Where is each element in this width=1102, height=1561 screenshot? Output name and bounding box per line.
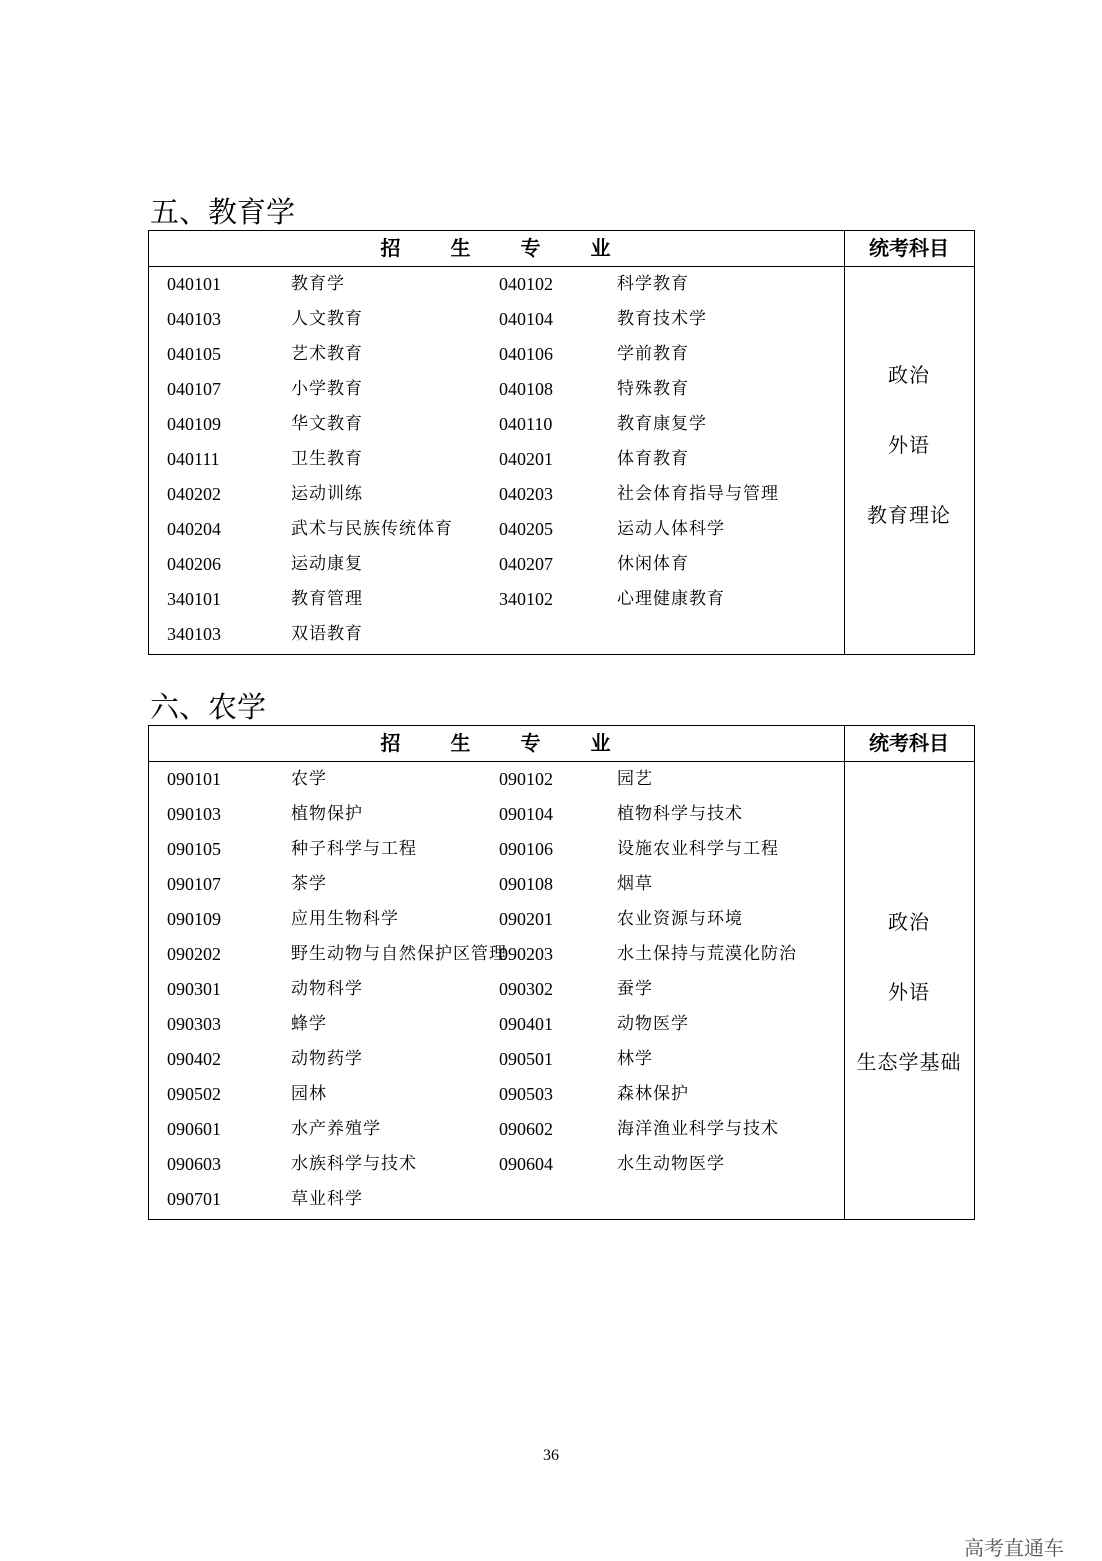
table-row <box>149 762 844 797</box>
major-name: 学前教育 <box>617 344 689 364</box>
major-code: 090106 <box>499 839 553 859</box>
header-char: 生 <box>450 731 473 755</box>
table-row <box>149 477 844 512</box>
major-name: 蚕学 <box>617 979 653 999</box>
table-row <box>149 302 844 337</box>
major-code: 090104 <box>499 804 553 824</box>
table-row <box>149 832 844 867</box>
major-name: 休闲体育 <box>617 554 689 574</box>
major-code: 090102 <box>499 769 553 789</box>
major-code: 040105 <box>167 344 221 364</box>
major-name: 体育教育 <box>617 449 689 469</box>
major-code: 090402 <box>167 1049 221 1069</box>
table-row <box>149 442 844 477</box>
major-name: 植物科学与技术 <box>617 804 743 824</box>
major-name: 园林 <box>291 1084 327 1104</box>
table-row <box>149 1077 844 1112</box>
major-code: 040102 <box>499 274 553 294</box>
table-row <box>149 1042 844 1077</box>
major-name: 武术与民族传统体育 <box>291 519 453 539</box>
table-row <box>149 902 844 937</box>
major-name: 人文教育 <box>291 309 363 329</box>
major-code: 040205 <box>499 519 553 539</box>
major-name: 应用生物科学 <box>291 909 399 929</box>
major-name: 水生动物医学 <box>617 1154 725 1174</box>
major-name: 林学 <box>617 1049 653 1069</box>
page-number: 36 <box>543 1447 559 1464</box>
major-name: 水土保持与荒漠化防治 <box>617 944 797 964</box>
table-row <box>149 407 844 442</box>
major-name: 种子科学与工程 <box>291 839 417 859</box>
header-char: 专 <box>520 731 543 755</box>
major-name: 运动训练 <box>291 484 363 504</box>
major-code: 090701 <box>167 1189 221 1209</box>
major-code: 090303 <box>167 1014 221 1034</box>
table-row <box>149 1007 844 1042</box>
table-row <box>149 267 844 302</box>
table-row <box>149 972 844 1007</box>
table-row <box>149 337 844 372</box>
header-char: 招 <box>380 236 403 260</box>
major-name: 动物科学 <box>291 979 363 999</box>
table-row <box>149 617 844 652</box>
major-code: 090503 <box>499 1084 553 1104</box>
major-code: 090502 <box>167 1084 221 1104</box>
subject-item: 外语 <box>888 980 930 1004</box>
major-code: 090603 <box>167 1154 221 1174</box>
table-row <box>149 1182 844 1217</box>
table-row <box>149 1112 844 1147</box>
header-char: 业 <box>590 236 613 260</box>
major-name: 运动康复 <box>291 554 363 574</box>
subject-item: 政治 <box>888 363 930 387</box>
major-name: 蜂学 <box>291 1014 327 1034</box>
major-name: 艺术教育 <box>291 344 363 364</box>
table-row <box>149 937 844 972</box>
major-code: 090108 <box>499 874 553 894</box>
major-code: 040108 <box>499 379 553 399</box>
table-header <box>149 231 974 267</box>
major-code: 090101 <box>167 769 221 789</box>
major-code: 090105 <box>167 839 221 859</box>
major-name: 草业科学 <box>291 1189 363 1209</box>
major-name: 农学 <box>291 769 327 789</box>
major-name: 特殊教育 <box>617 379 689 399</box>
major-code: 040111 <box>167 449 220 469</box>
major-code: 090604 <box>499 1154 553 1174</box>
major-name: 社会体育指导与管理 <box>617 484 779 504</box>
major-name: 教育康复学 <box>617 414 707 434</box>
table-row <box>149 1147 844 1182</box>
major-code: 040101 <box>167 274 221 294</box>
major-code: 090601 <box>167 1119 221 1139</box>
major-name: 教育学 <box>291 274 345 294</box>
major-code: 090602 <box>499 1119 553 1139</box>
major-name: 小学教育 <box>291 379 363 399</box>
header-majors <box>149 231 844 266</box>
table-row <box>149 372 844 407</box>
header-char: 专 <box>520 236 543 260</box>
major-name: 运动人体科学 <box>617 519 725 539</box>
major-name: 教育管理 <box>291 589 363 609</box>
major-name: 海洋渔业科学与技术 <box>617 1119 779 1139</box>
major-code: 040103 <box>167 309 221 329</box>
major-name: 科学教育 <box>617 274 689 294</box>
subject-item: 生态学基础 <box>856 1050 962 1074</box>
major-name: 动物药学 <box>291 1049 363 1069</box>
exam-subjects <box>844 762 974 1219</box>
major-code: 090302 <box>499 979 553 999</box>
major-code: 090501 <box>499 1049 553 1069</box>
header-subjects: 统考科目 <box>869 236 949 260</box>
major-name: 植物保护 <box>291 804 363 824</box>
major-name: 动物医学 <box>617 1014 689 1034</box>
major-code: 090203 <box>499 944 553 964</box>
major-code: 090401 <box>499 1014 553 1034</box>
header-subjects: 统考科目 <box>869 731 949 755</box>
major-code: 040107 <box>167 379 221 399</box>
major-name: 野生动物与自然保护区管理 <box>291 944 507 964</box>
major-name: 教育技术学 <box>617 309 707 329</box>
major-code: 090107 <box>167 874 221 894</box>
section-title-agriculture: 六、农学 <box>150 690 267 724</box>
major-code: 340103 <box>167 624 221 644</box>
major-name: 心理健康教育 <box>617 589 725 609</box>
major-name: 水产养殖学 <box>291 1119 381 1139</box>
header-char: 招 <box>380 731 403 755</box>
major-name: 园艺 <box>617 769 653 789</box>
major-name: 茶学 <box>291 874 327 894</box>
major-name: 卫生教育 <box>291 449 363 469</box>
watermark: 高考直通车 <box>964 1536 1064 1560</box>
major-code: 340102 <box>499 589 553 609</box>
major-name: 设施农业科学与工程 <box>617 839 779 859</box>
major-code: 090103 <box>167 804 221 824</box>
exam-subjects <box>844 267 974 654</box>
major-code: 040204 <box>167 519 221 539</box>
subject-item: 政治 <box>888 910 930 934</box>
table-row <box>149 582 844 617</box>
major-code: 040202 <box>167 484 221 504</box>
major-code: 040106 <box>499 344 553 364</box>
major-name: 华文教育 <box>291 414 363 434</box>
major-code: 040109 <box>167 414 221 434</box>
education-majors-table <box>148 230 975 655</box>
subject-item: 教育理论 <box>867 503 951 527</box>
agriculture-majors-table <box>148 725 975 1220</box>
major-code: 090109 <box>167 909 221 929</box>
subject-item: 外语 <box>888 433 930 457</box>
major-code: 040206 <box>167 554 221 574</box>
table-row <box>149 547 844 582</box>
major-name: 水族科学与技术 <box>291 1154 417 1174</box>
table-header <box>149 726 974 762</box>
major-name: 双语教育 <box>291 624 363 644</box>
major-code: 090301 <box>167 979 221 999</box>
major-code: 090202 <box>167 944 221 964</box>
major-code: 040104 <box>499 309 553 329</box>
major-code: 340101 <box>167 589 221 609</box>
major-name: 农业资源与环境 <box>617 909 743 929</box>
table-row <box>149 512 844 547</box>
table-row <box>149 867 844 902</box>
header-char: 生 <box>450 236 473 260</box>
section-title-education: 五、教育学 <box>150 195 296 229</box>
major-code: 040203 <box>499 484 553 504</box>
table-row <box>149 797 844 832</box>
header-char: 业 <box>590 731 613 755</box>
major-code: 040201 <box>499 449 553 469</box>
header-majors <box>149 726 844 761</box>
major-code: 090201 <box>499 909 553 929</box>
major-code: 040207 <box>499 554 553 574</box>
major-name: 森林保护 <box>617 1084 689 1104</box>
major-code: 040110 <box>499 414 553 434</box>
major-name: 烟草 <box>617 874 653 894</box>
